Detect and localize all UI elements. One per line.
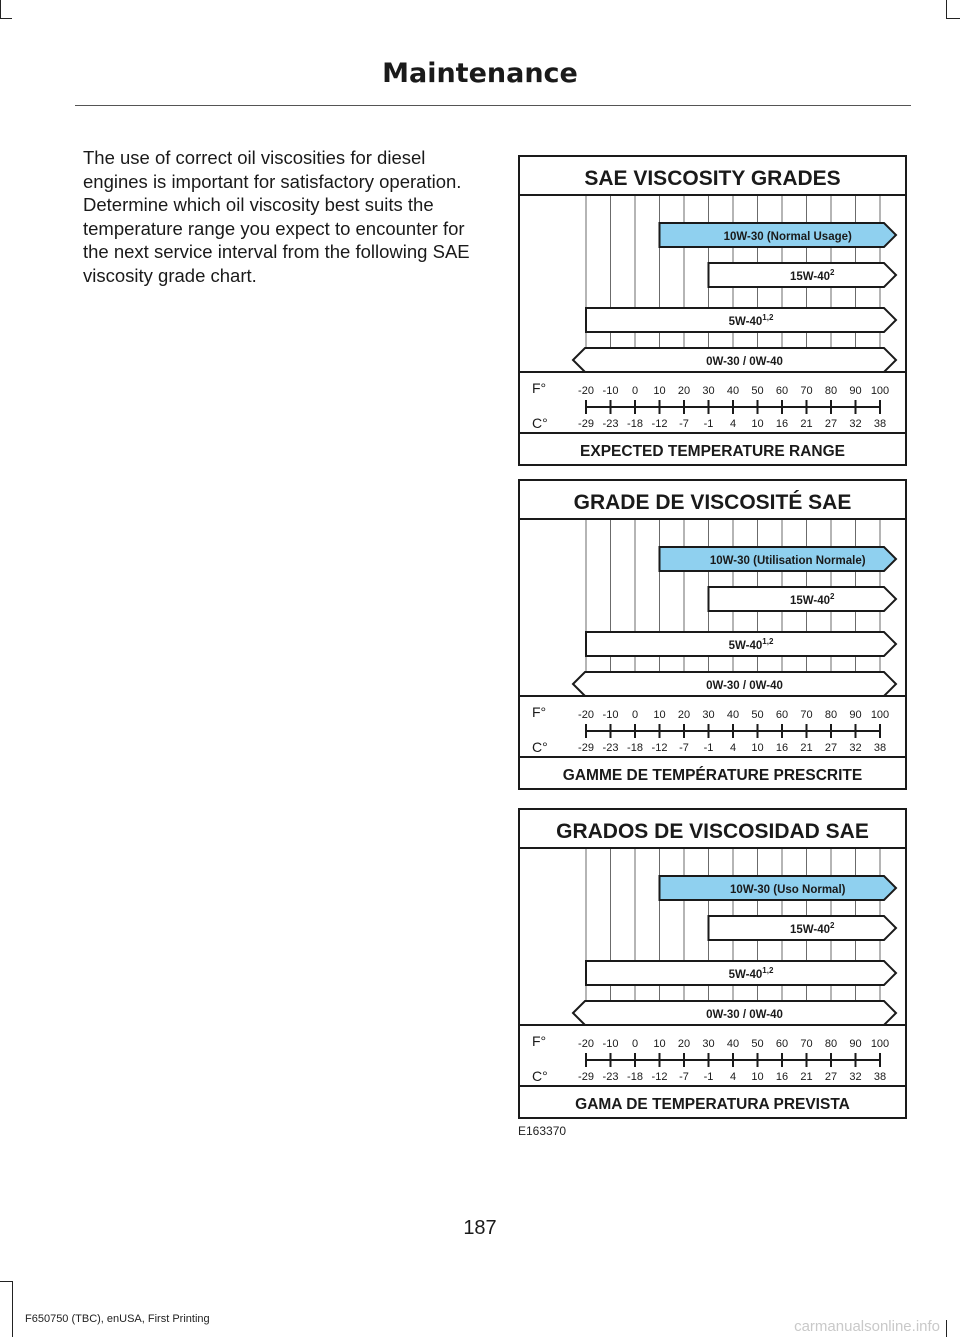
grade-label: 5W-40$^{1,2}$ <box>728 637 774 652</box>
celsius-tick-label: 38 <box>873 742 887 754</box>
celsius-tick-label: 21 <box>800 742 813 754</box>
fahrenheit-tick-label: 90 <box>849 385 862 397</box>
chart-title: GRADOS DE VISCOSIDAD SAE <box>556 820 869 843</box>
grade-label: 10W-30 (Utilisation Normale) <box>709 555 866 567</box>
celsius-tick-label: 27 <box>824 742 838 754</box>
chart-title: GRADE DE VISCOSITÉ SAE <box>573 491 852 514</box>
fahrenheit-label: F° <box>532 380 547 396</box>
footer-text: F650750 (TBC), enUSA, First Printing <box>25 1313 210 1325</box>
page-number: 187 <box>463 1217 497 1239</box>
fahrenheit-tick-label: 100 <box>870 385 890 397</box>
fahrenheit-tick-label: 100 <box>870 1038 890 1050</box>
celsius-tick-label: -12 <box>651 1071 668 1083</box>
celsius-tick-label: -18 <box>627 1071 643 1083</box>
celsius-tick-label: -23 <box>602 1071 619 1083</box>
celsius-tick-label: -7 <box>679 1071 689 1083</box>
fahrenheit-tick-label: -20 <box>578 709 594 721</box>
fahrenheit-tick-label: 70 <box>800 709 813 721</box>
fahrenheit-tick-label: -20 <box>578 1038 594 1050</box>
fahrenheit-tick-label: 30 <box>702 709 715 721</box>
watermark: carmanualsonline.info <box>794 1318 940 1335</box>
chart-title: SAE VISCOSITY GRADES <box>584 167 841 190</box>
crop-mark <box>12 1281 13 1337</box>
grade-label: $15W-40^2$ <box>790 592 835 607</box>
viscosity-chart-en <box>518 155 907 466</box>
fahrenheit-tick-label: -20 <box>578 385 594 397</box>
celsius-label: C° <box>532 1068 548 1084</box>
crop-mark <box>946 0 947 18</box>
fahrenheit-tick-label: 50 <box>751 1038 764 1050</box>
crop-mark <box>946 1320 947 1337</box>
fahrenheit-tick-label: 90 <box>849 1038 862 1050</box>
fahrenheit-tick-label: 30 <box>702 1038 715 1050</box>
celsius-tick-label: 4 <box>729 418 737 430</box>
fahrenheit-tick-label: -10 <box>602 709 619 721</box>
intro-paragraph: The use of correct oil viscosities for diesel engines is important for satisfactory operation. Determine which oil viscosity best suits the temperature range you expect to encounter for the next service interval from the following SAE viscosity grade chart. <box>83 147 470 286</box>
celsius-tick-label: -23 <box>602 418 619 430</box>
fahrenheit-tick-label: 80 <box>824 385 838 397</box>
fahrenheit-tick-label: 20 <box>677 385 691 397</box>
chart-footer: GAMA DE TEMPERATURA PREVISTA <box>575 1096 850 1113</box>
fahrenheit-tick-label: 60 <box>775 385 789 397</box>
grade-label: $15W-40^2$ <box>790 921 835 936</box>
chart-svg <box>518 155 907 466</box>
fahrenheit-tick-label: 0 <box>631 1038 639 1050</box>
crop-mark <box>946 18 960 19</box>
celsius-tick-label: 4 <box>729 742 737 754</box>
celsius-tick-label: -23 <box>602 742 619 754</box>
grade-label: 10W-30 (Uso Normal) <box>730 884 846 896</box>
celsius-tick-label: -7 <box>679 418 689 430</box>
grade-label: 0W-30 / 0W-40 <box>706 356 783 368</box>
fahrenheit-tick-label: 10 <box>653 1038 666 1050</box>
celsius-tick-label: -1 <box>703 418 714 430</box>
grade-label: 5W-40$^{1,2}$ <box>728 966 774 981</box>
chart-footer: GAMME DE TEMPÉRATURE PRESCRITE <box>562 767 863 784</box>
fahrenheit-tick-label: 40 <box>726 709 740 721</box>
figure-id: E163370 <box>518 1124 567 1138</box>
fahrenheit-tick-label: 100 <box>870 709 890 721</box>
celsius-label: C° <box>532 739 548 755</box>
fahrenheit-tick-label: 90 <box>849 709 862 721</box>
celsius-tick-label: 16 <box>775 418 789 430</box>
celsius-tick-label: 10 <box>751 1071 764 1083</box>
chart-svg <box>518 808 907 1119</box>
celsius-tick-label: -18 <box>627 418 643 430</box>
celsius-tick-label: 32 <box>849 742 862 754</box>
grade-label: 0W-30 / 0W-40 <box>706 680 783 692</box>
fahrenheit-tick-label: 20 <box>677 1038 691 1050</box>
fahrenheit-tick-label: 60 <box>775 1038 789 1050</box>
fahrenheit-tick-label: 40 <box>726 385 740 397</box>
celsius-tick-label: 27 <box>824 418 838 430</box>
celsius-tick-label: 38 <box>873 1071 887 1083</box>
grade-label: 10W-30 (Normal Usage) <box>723 231 852 243</box>
fahrenheit-tick-label: 80 <box>824 709 838 721</box>
fahrenheit-tick-label: 30 <box>702 385 715 397</box>
celsius-tick-label: 16 <box>775 1071 789 1083</box>
grade-label: 5W-40$^{1,2}$ <box>728 313 774 328</box>
fahrenheit-tick-label: 80 <box>824 1038 838 1050</box>
celsius-tick-label: -18 <box>627 742 643 754</box>
fahrenheit-tick-label: 0 <box>631 385 639 397</box>
grade-label: $15W-40^2$ <box>790 268 835 283</box>
celsius-tick-label: 32 <box>849 418 862 430</box>
chart-svg <box>518 479 907 790</box>
crop-mark <box>0 0 1 18</box>
celsius-tick-label: 21 <box>800 418 813 430</box>
fahrenheit-tick-label: 10 <box>653 709 666 721</box>
fahrenheit-tick-label: 40 <box>726 1038 740 1050</box>
chart-footer: EXPECTED TEMPERATURE RANGE <box>580 443 845 460</box>
celsius-tick-label: -12 <box>651 418 668 430</box>
celsius-tick-label: -29 <box>578 742 594 754</box>
celsius-label: C° <box>532 415 548 431</box>
crop-mark <box>0 18 12 19</box>
celsius-tick-label: 32 <box>849 1071 862 1083</box>
celsius-tick-label: 21 <box>800 1071 813 1083</box>
fahrenheit-label: F° <box>532 1033 547 1049</box>
celsius-tick-label: 27 <box>824 1071 838 1083</box>
celsius-tick-label: 4 <box>729 1071 737 1083</box>
celsius-tick-label: -1 <box>703 1071 714 1083</box>
viscosity-chart-es <box>518 808 907 1119</box>
fahrenheit-tick-label: 20 <box>677 709 691 721</box>
fahrenheit-tick-label: 10 <box>653 385 666 397</box>
fahrenheit-tick-label: 70 <box>800 1038 813 1050</box>
fahrenheit-tick-label: 70 <box>800 385 813 397</box>
fahrenheit-tick-label: 50 <box>751 709 764 721</box>
page-title: Maintenance <box>382 58 578 89</box>
fahrenheit-tick-label: -10 <box>602 385 619 397</box>
celsius-tick-label: 38 <box>873 418 887 430</box>
celsius-tick-label: -7 <box>679 742 689 754</box>
viscosity-chart-fr <box>518 479 907 790</box>
celsius-tick-label: 10 <box>751 742 764 754</box>
celsius-tick-label: -12 <box>651 742 668 754</box>
fahrenheit-label: F° <box>532 704 547 720</box>
fahrenheit-tick-label: 0 <box>631 709 639 721</box>
celsius-tick-label: -29 <box>578 1071 594 1083</box>
celsius-tick-label: 16 <box>775 742 789 754</box>
celsius-tick-label: -29 <box>578 418 594 430</box>
header-divider <box>75 105 911 106</box>
fahrenheit-tick-label: -10 <box>602 1038 619 1050</box>
fahrenheit-tick-label: 60 <box>775 709 789 721</box>
celsius-tick-label: 10 <box>751 418 764 430</box>
fahrenheit-tick-label: 50 <box>751 385 764 397</box>
celsius-tick-label: -1 <box>703 742 714 754</box>
grade-label: 0W-30 / 0W-40 <box>706 1009 783 1021</box>
crop-mark <box>0 1281 12 1282</box>
